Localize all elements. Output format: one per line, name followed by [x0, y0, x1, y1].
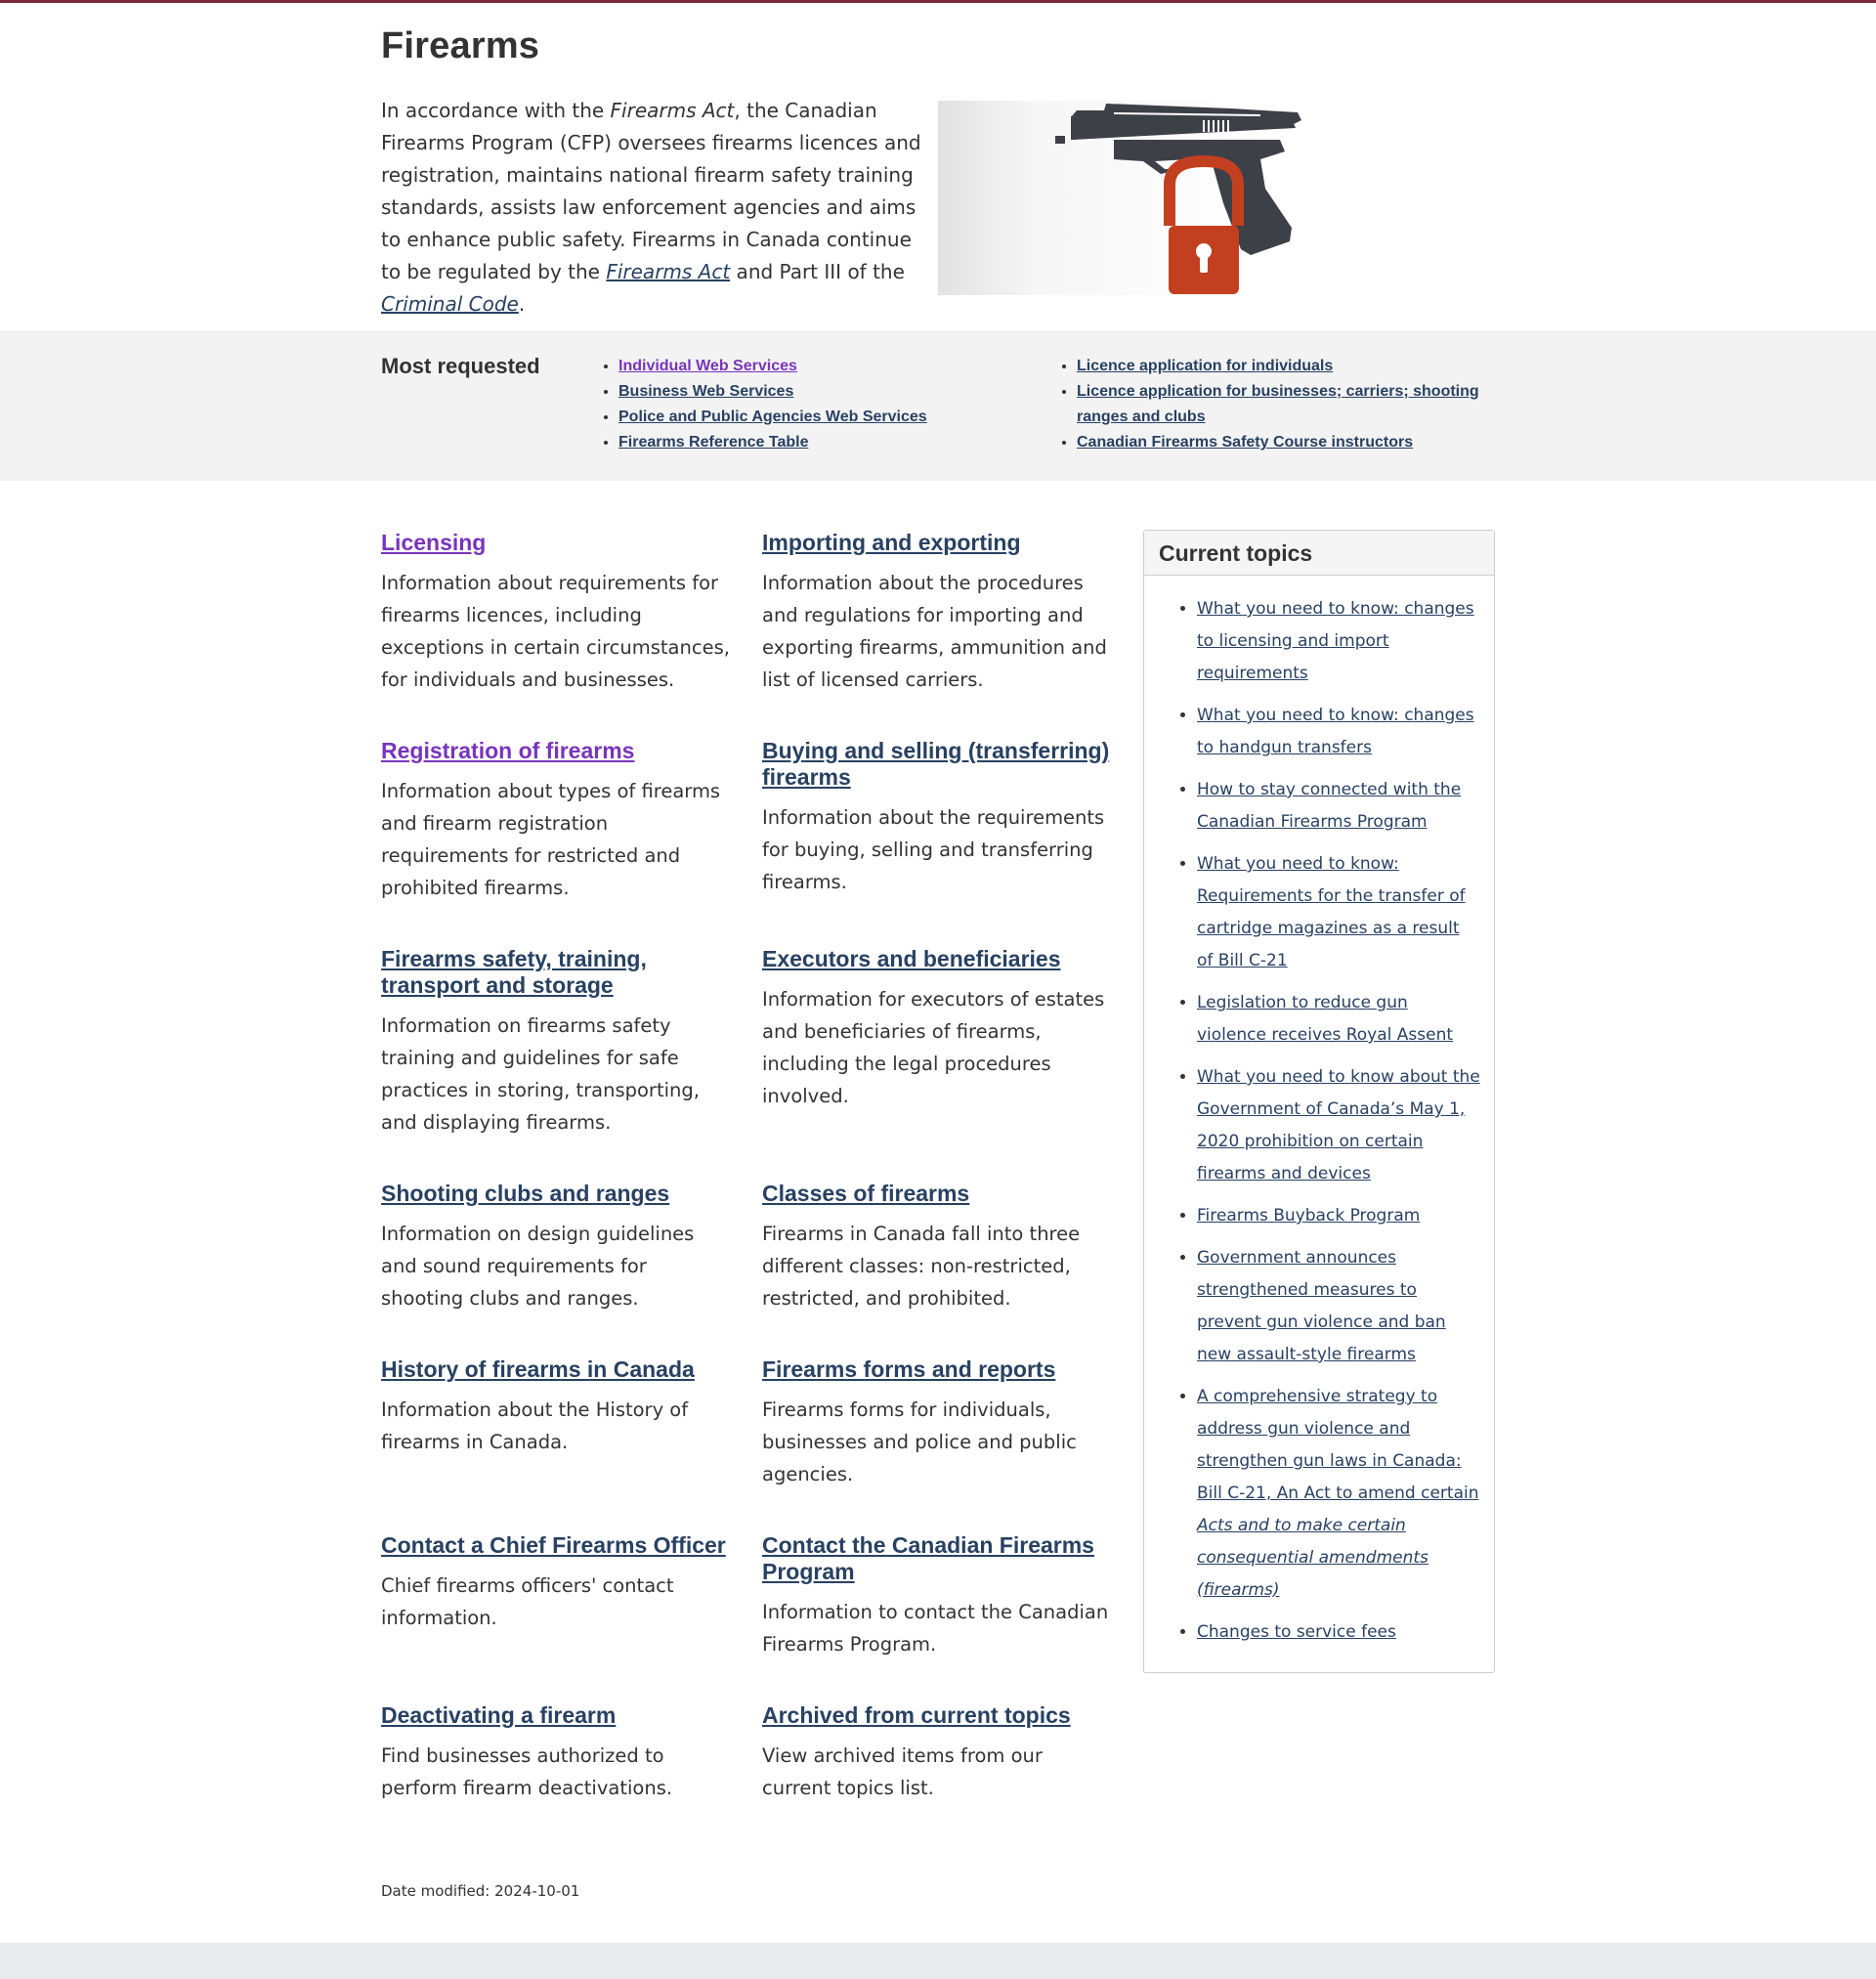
current-topics-panel — [1143, 530, 1495, 1673]
list-item — [1197, 1200, 1480, 1232]
topic-buying-selling — [762, 738, 1114, 898]
current-topic-link-bill-c21[interactable]: A comprehensive strategy to address gun violence and strengthen gun laws in Canada: Bill C-21, An Act to amend certain Acts and to make certain consequential amendments (firearms) — [1197, 1387, 1479, 1600]
current-topic-link[interactable]: Legislation to reduce gun violence receives Royal Assent — [1197, 993, 1454, 1045]
topic-registration — [381, 738, 733, 904]
list-item — [1197, 1242, 1480, 1371]
firearms-reference-table-link[interactable]: Firearms Reference Table — [618, 434, 809, 451]
individual-web-services-link[interactable]: Individual Web Services — [618, 358, 797, 374]
topic-shooting-clubs — [381, 1181, 733, 1314]
most-requested-title: Most requested — [381, 354, 540, 378]
topic-description: Information on firearms safety training and guidelines for safe practices in storing, transporting, and displaying firearms. — [381, 1014, 700, 1134]
criminal-code-link[interactable]: Criminal Code — [381, 292, 519, 316]
topic-link-contact-cfp[interactable]: Contact the Canadian Firearms Program — [762, 1532, 1094, 1584]
topic-link-contact-cfo[interactable]: Contact a Chief Firearms Officer — [381, 1532, 726, 1558]
intro-text-4: . — [518, 292, 526, 316]
topic-contact-cfp — [762, 1532, 1114, 1660]
intro-text-3: and Part III of the — [730, 260, 905, 283]
topic-link-licensing[interactable]: Licensing — [381, 530, 487, 555]
topic-contact-cfo — [381, 1532, 733, 1634]
list-item — [618, 379, 1039, 405]
topic-forms-reports — [762, 1356, 1114, 1490]
current-topics-header — [1144, 531, 1494, 576]
list-item — [618, 405, 1039, 430]
list-item — [1197, 1061, 1480, 1190]
topic-link-executors[interactable]: Executors and beneficiaries — [762, 946, 1061, 971]
list-item — [1197, 848, 1480, 977]
list-item — [1197, 987, 1480, 1052]
list-item — [1077, 354, 1516, 379]
licence-businesses-link[interactable]: Licence application for businesses; carriers; shooting ranges and clubs — [1077, 383, 1479, 425]
page-title: Firearms — [381, 25, 540, 66]
topic-link-registration[interactable]: Registration of firearms — [381, 738, 635, 763]
current-topic-link[interactable]: What you need to know: changes to licensing and import requirements — [1197, 599, 1474, 683]
topic-description: Firearms in Canada fall into three different classes: non-restricted, restricted, and prohibited. — [762, 1223, 1081, 1310]
current-topic-link[interactable]: Changes to service fees — [1197, 1622, 1396, 1642]
top-rule — [0, 0, 1876, 3]
topic-description: Information about requirements for firearms licences, including exceptions in certain circumstances, for individuals and businesses. — [381, 572, 730, 691]
list-item — [1197, 700, 1480, 764]
list-item — [618, 430, 1039, 455]
topic-link-buying-selling[interactable]: Buying and selling (transferring) firearms — [762, 738, 1110, 790]
topic-description: View archived items from our current topics list. — [762, 1744, 1043, 1799]
current-topic-link[interactable]: How to stay connected with the Canadian Firearms Program — [1197, 780, 1462, 832]
topic-classes — [762, 1181, 1114, 1314]
topic-description: Information about the requirements for buying, selling and transferring firearms. — [762, 806, 1105, 893]
most-requested-list-1 — [599, 354, 1039, 455]
topic-description: Information about types of firearms and firearm registration requirements for restricted and prohibited firearms. — [381, 780, 721, 899]
topic-archived — [762, 1702, 1114, 1804]
current-topic-link[interactable]: What you need to know: changes to handgun transfers — [1197, 706, 1474, 757]
topic-link-classes[interactable]: Classes of firearms — [762, 1181, 970, 1206]
topic-description: Information on design guidelines and sound requirements for shooting clubs and ranges. — [381, 1223, 695, 1310]
licence-individuals-link[interactable]: Licence application for individuals — [1077, 358, 1334, 374]
safety-course-instructors-link[interactable]: Canadian Firearms Safety Course instructors — [1077, 434, 1414, 451]
business-web-services-link[interactable]: Business Web Services — [618, 383, 794, 400]
topic-executors — [762, 946, 1114, 1112]
list-item — [1197, 593, 1480, 690]
current-topic-link[interactable]: What you need to know: Requirements for the transfer of cartridge magazines as a result of Bill C-21 — [1197, 854, 1466, 970]
topic-link-archived[interactable]: Archived from current topics — [762, 1702, 1071, 1728]
topic-description: Information to contact the Canadian Firearms Program. — [762, 1601, 1109, 1656]
date-modified-label: Date modified: — [381, 1882, 490, 1900]
intro-text-2: , the Canadian Firearms Program (CFP) oversees firearms licences and registration, maintains national firearm safety training standards, assists law enforcement agencies and aims to enhance public safety. Firearms in Canada continue to be regulated by the — [381, 99, 921, 283]
topic-description: Firearms forms for individuals, businesses and police and public agencies. — [762, 1398, 1077, 1485]
current-topic-link[interactable]: Firearms Buyback Program — [1197, 1206, 1421, 1226]
most-requested-list-2 — [1057, 354, 1516, 455]
intro-paragraph — [381, 95, 928, 321]
topic-licensing — [381, 530, 733, 696]
topic-importing-exporting — [762, 530, 1114, 696]
current-topic-link[interactable]: What you need to know about the Government of Canada’s May 1, 2020 prohibition on certain firearms and devices — [1197, 1067, 1480, 1183]
hero-image — [938, 101, 1744, 295]
topic-safety-training — [381, 946, 733, 1139]
topic-link-safety-training[interactable]: Firearms safety, training, transport and storage — [381, 946, 647, 998]
topic-description: Find businesses authorized to perform firearm deactivations. — [381, 1744, 673, 1799]
date-modified-value: 2024-10-01 — [494, 1882, 580, 1900]
topic-description: Information about the History of firearms in Canada. — [381, 1398, 689, 1453]
firearms-act-link[interactable]: Firearms Act — [606, 260, 731, 283]
list-item — [618, 354, 1039, 379]
topic-link-shooting-clubs[interactable]: Shooting clubs and ranges — [381, 1181, 670, 1206]
list-item — [1077, 379, 1516, 430]
current-topics-title: Current topics — [1159, 540, 1313, 566]
current-topics-list — [1144, 576, 1494, 1649]
footer-band — [0, 1943, 1876, 1979]
handgun-with-padlock-icon — [938, 101, 1744, 295]
list-item — [1197, 774, 1480, 839]
intro-firearms-act: Firearms Act — [610, 99, 735, 122]
current-topic-link[interactable]: Government announces strengthened measures to prevent gun violence and ban new assault-style firearms — [1197, 1248, 1446, 1364]
list-item — [1197, 1381, 1480, 1607]
topic-description: Chief firearms officers' contact information. — [381, 1574, 674, 1629]
most-requested-section — [0, 331, 1876, 481]
list-item — [1197, 1616, 1480, 1649]
topic-link-forms-reports[interactable]: Firearms forms and reports — [762, 1356, 1056, 1382]
topic-link-history[interactable]: History of firearms in Canada — [381, 1356, 695, 1382]
topic-link-importing-exporting[interactable]: Importing and exporting — [762, 530, 1021, 555]
topic-deactivating — [381, 1702, 733, 1804]
topic-link-deactivating[interactable]: Deactivating a firearm — [381, 1702, 617, 1728]
list-item — [1077, 430, 1516, 455]
topic-description: Information for executors of estates and beneficiaries of firearms, including the legal procedures involved. — [762, 988, 1105, 1107]
topic-description: Information about the procedures and regulations for importing and exporting firearms, ammunition and list of licensed carriers. — [762, 572, 1107, 691]
intro-text-1: In accordance with the — [381, 99, 611, 122]
topic-history — [381, 1356, 733, 1458]
police-web-services-link[interactable]: Police and Public Agencies Web Services — [618, 409, 927, 425]
date-modified — [381, 1882, 579, 1900]
